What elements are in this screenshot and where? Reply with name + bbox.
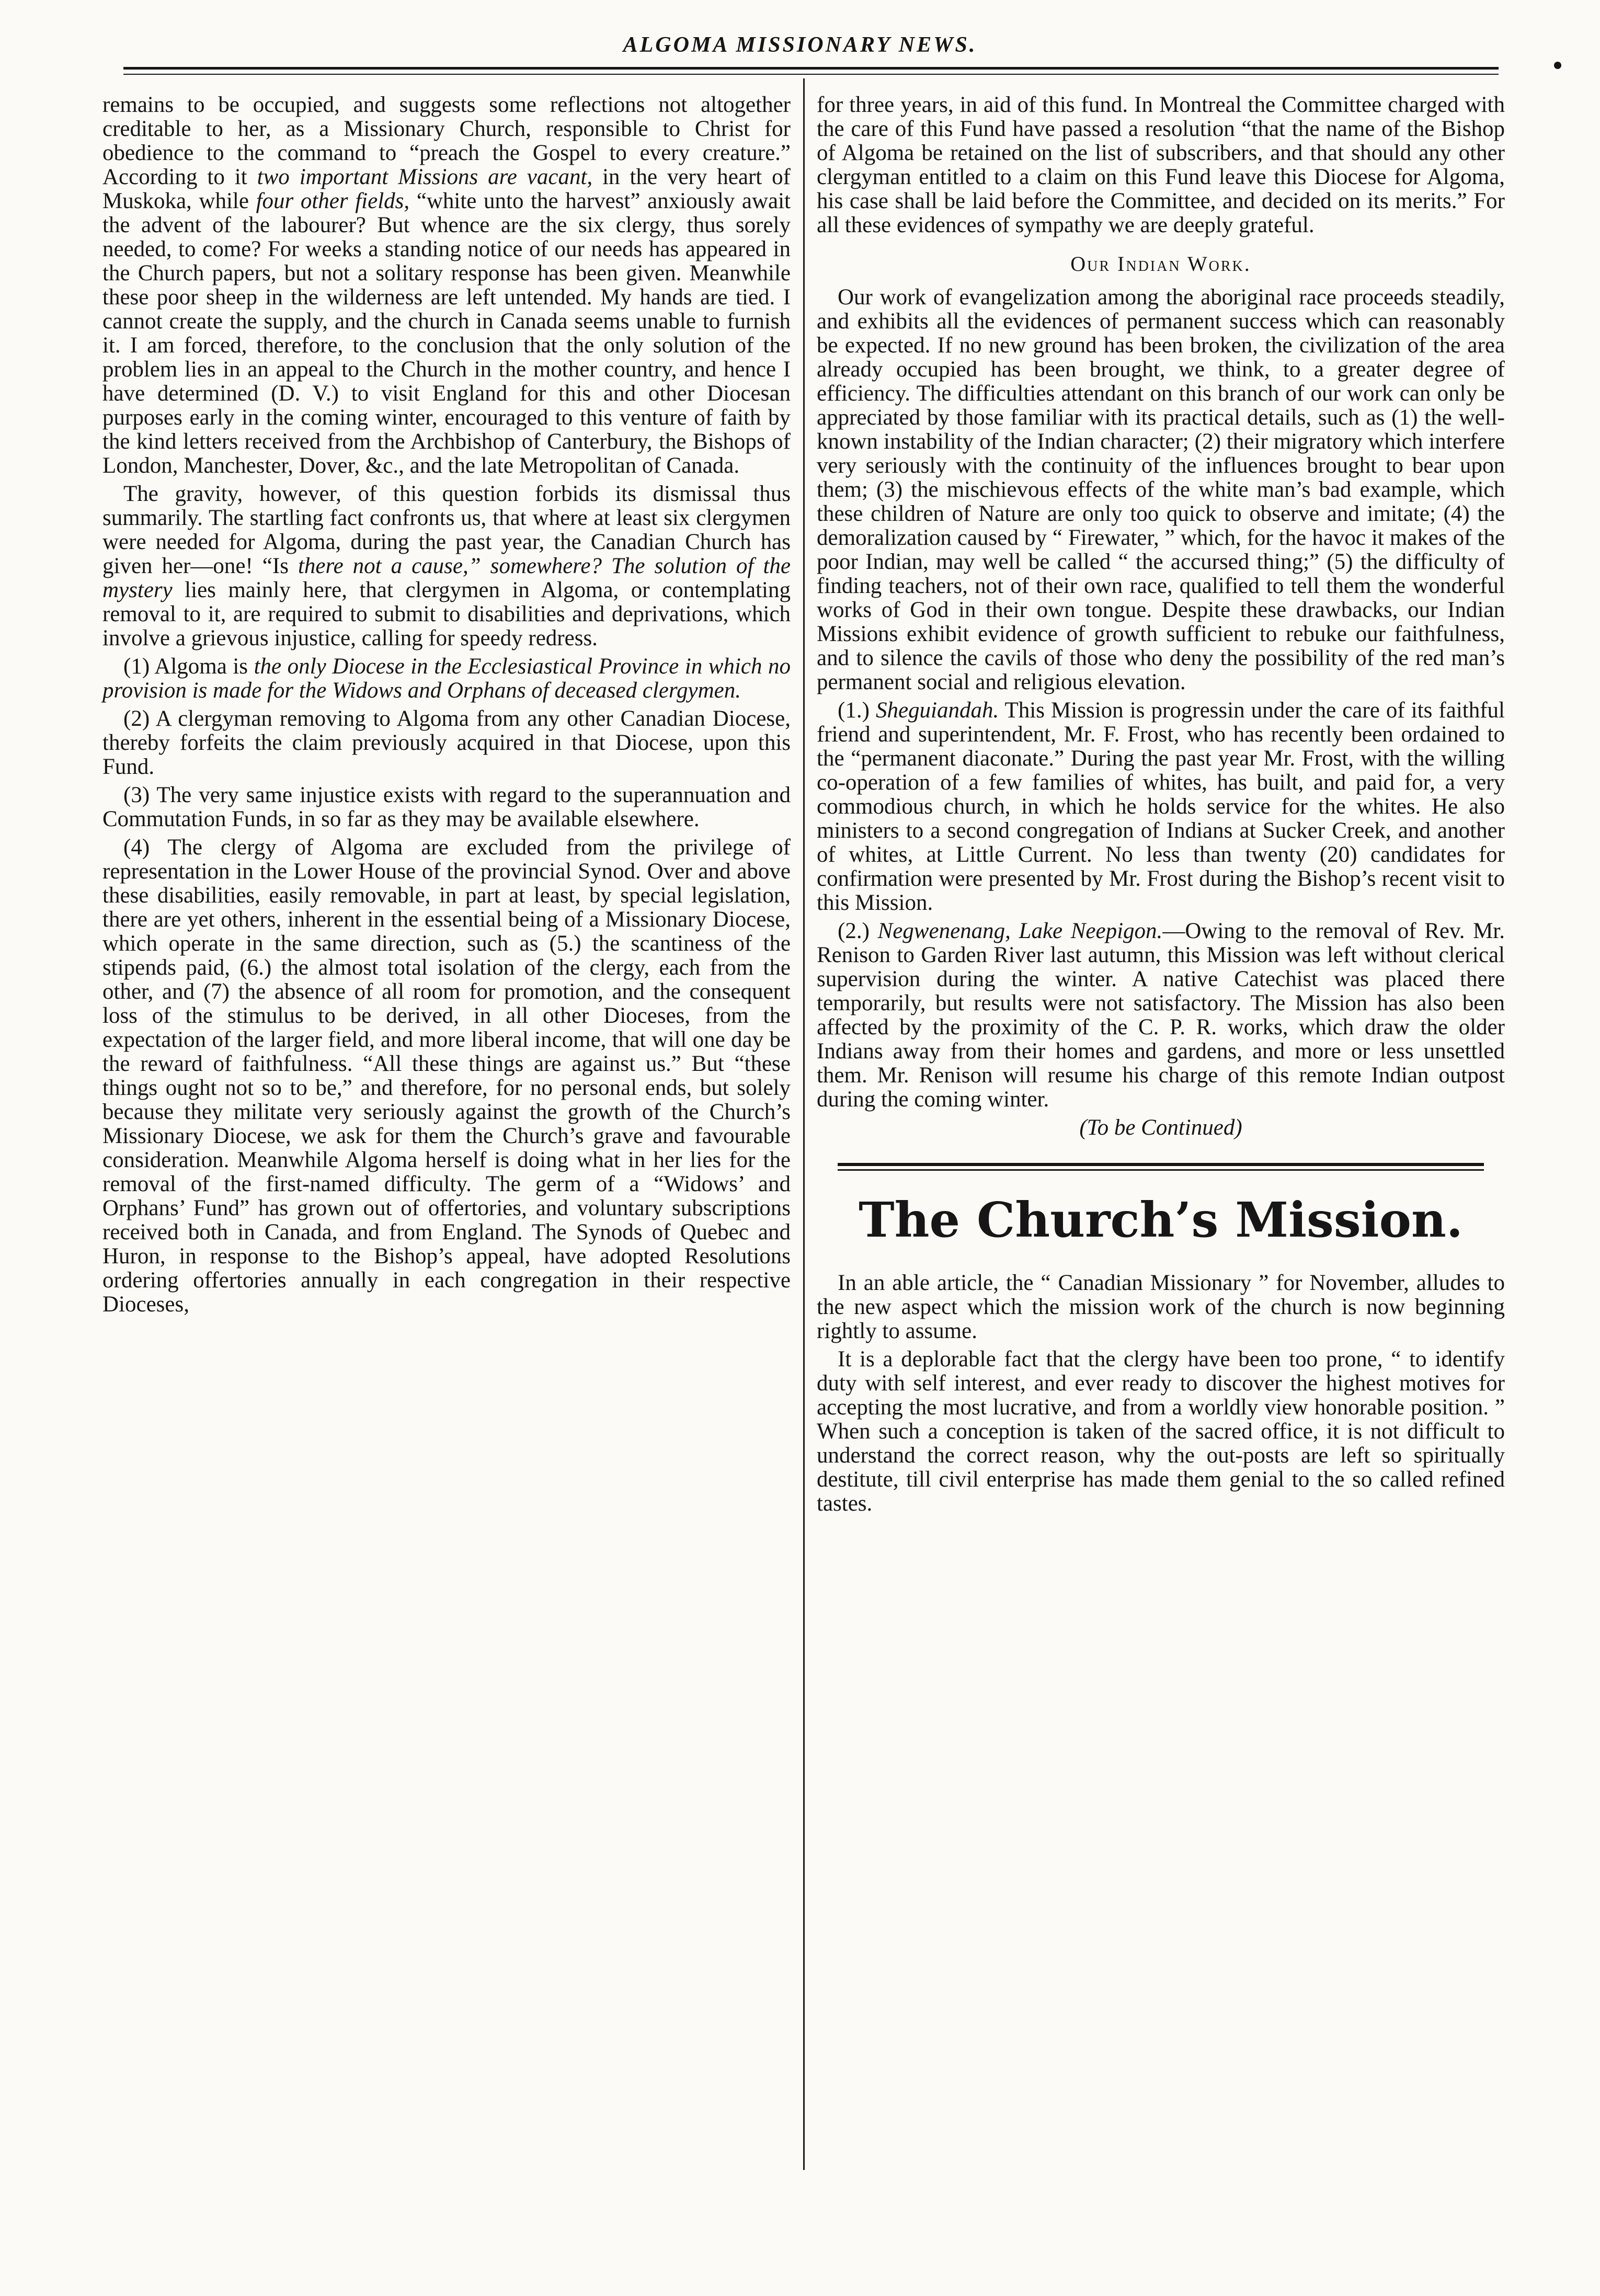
right-paragraph-3: (1.) Sheguiandah. This Mission is progressin under the care of its faithful friend and superintendent, Mr. F. Frost, who has recently been ordained to the “permanent diaconate.” During the past year Mr. Frost, with the willing co-operation of a few families of whites, has built, and paid for, a very commodious church, in which he holds service for the whites. He also ministers to a second congregation of Indians at Sucker Creek, and another of whites, at Little Current. No less than twenty (20) candidates for confirmation were presented by Mr. Frost during the Bishop’s recent visit to this Mission. [817,698,1505,915]
right-paragraph-2: Our work of evangelization among the aboriginal race proceeds steadily, and exhibits all the evidences of permanent success which can reasonably be expected. If no new ground has been broken, the civilization of the area already occupied has been brought, we think, to a greater degree of efficiency. The difficulties attendant on this branch of our work can only be appreciated by those familiar with its practical details, such as (1) the well-known instability of the Indian character; (2) their migratory which interfere very seriously with the continuity of the influences brought to bear upon them; (3) the mischievous effects of the white man’s bad example, which these children of Nature are only too quick to observe and imitate; (4) the demoralization caused by “ Firewater, ” which, for the havoc it makes of the poor Indian, may well be called “ the accursed thing;” (5) the difficulty of finding teachers, not of their own race, qualified to tell them the wonderful works of God in their own tongue. Despite these drawbacks, our Indian Missions exhibit evidence of growth sufficient to rebuke our faithfulness, and to silence the cavils of those who deny the possibility of the red man’s permanent social and religious elevation. [817,285,1505,694]
column-divider [803,78,805,2170]
left-paragraph-1: remains to be occupied, and suggests some reflections not altogether creditable to her, as a Missionary Church, responsible to Christ for obedience to the command to “preach the Gospel to every creature.” According to it two important Missions are vacant, in the very heart of Muskoka, while four other fields, “white unto the harvest” anxiously await the advent of the labourer? But whence are the six clergy, thus sorely needed, to come? For weeks a standing notice of our needs has appeared in the Church papers, but not a solitary response has been given. Meanwhile these poor sheep in the wilderness are left untended. My hands are tied. I cannot create the supply, and the church in Canada seems unable to furnish it. I am forced, therefore, to the conclusion that the only solution of the problem lies in an appeal to the Church in the mother country, and hence I have determined (D. V.) to visit England for this and other Diocesan purposes early in the coming winter, encouraged to this venture of faith by the kind letters received from the Archbishop of Canterbury, the Bishops of London, Manchester, Dover, &c., and the late Metropolitan of Canada. [102,93,791,478]
article-title: The Church’s Mission. [859,1192,1463,1248]
right-paragraph-5: In an able article, the “ Canadian Missionary ” for November, alludes to the new aspect which the mission work of the church is now beginning rightly to assume. [817,1271,1505,1343]
article-separator-rule [817,1163,1505,1171]
left-paragraph-3: (1) Algoma is the only Diocese in the Ecclesiastical Province in which no provision is made for the Widows and Orphans of deceased clergymen. [102,654,791,703]
left-paragraph-6: (4) The clergy of Algoma are excluded from the privilege of representation in the Lower House of the provincial Synod. Over and above these disabilities, easily removable, in part at least, by special legislation, there are yet others, inherent in the essential being of a Missionary Diocese, which operate in the same direction, such as (5.) the scantiness of the stipends paid, (6.) the almost total isolation of the clergy, each from the other, and (7) the absence of all room for promotion, and the consequent loss of the stimulus to be derived, in all other Dioceses, from the expectation of the larger field, and more liberal income, that will one day be the reward of faithfulness. “All these things are against us.” But “these things ought not so to be,” and therefore, for no personal ends, but solely because they militate very seriously against the growth of the Church’s Missionary Diocese, we ask for them the Church’s grave and favourable consideration. Meanwhile Algoma herself is doing what in her lies for the removal of the first-named difficulty. The germ of a “Widows’ and Orphans’ Fund” has grown out of offertories, and voluntary subscriptions received both in Canada, and from England. The Synods of Quebec and Huron, in response to the Bishop’s appeal, have adopted Resolutions ordering offertories annually in each congregation in their respective Dioceses, [102,835,791,1317]
left-paragraph-2: The gravity, however, of this question forbids its dismissal thus summarily. The startling fact confronts us, that where at least six clergymen were needed for Algoma, during the past year, the Canadian Church has given her—one! “Is there not a cause,” somewhere? The solution of the mystery lies mainly here, that clergymen in Algoma, or contemplating removal to it, are required to submit to disabilities and deprivations, which involve a grievous injustice, calling for speedy redress. [102,482,791,650]
to-be-continued: (To be Continued) [1079,1115,1242,1140]
section-heading-indian-work: Our Indian Work. [1070,252,1251,276]
header-rule-thick [123,67,1499,70]
running-title: ALGOMA MISSIONARY NEWS. [623,33,977,57]
right-column [817,93,1505,1520]
left-paragraph-5: (3) The very same injustice exists with regard to the superannuation and Commutation Funds, in so far as they may be available elsewhere. [102,783,791,831]
left-paragraph-4: (2) A clergyman removing to Algoma from any other Canadian Diocese, thereby forfeits the claim previously acquired in that Diocese, upon this Fund. [102,706,791,779]
margin-dot-mark [1554,62,1561,69]
right-paragraph-1: for three years, in aid of this fund. In Montreal the Committee charged with the care of this Fund have passed a resolution “that the name of the Bishop of Algoma be retained on the list of subscribers, and that should any other clergyman entitled to a claim on this Fund leave this Diocese for Algoma, his case shall be laid before the Committee, and decided on its merits.” For all these evidences of sympathy we are deeply grateful. [817,93,1505,237]
left-column [102,93,791,1321]
right-paragraph-6: It is a deplorable fact that the clergy have been too prone, “ to identify duty with self interest, and ever ready to discover the highest motives for accepting the most lucrative, and from a worldly view honorable position. ” When such a conception is taken of the sacred office, it is not difficult to understand the correct reason, why the out-posts are left so spiritually destitute, till civil enterprise has made them genial to the so called refined tastes. [817,1347,1505,1516]
header-rule-thin [123,74,1499,75]
right-paragraph-4: (2.) Negwenenang, Lake Neepigon.—Owing to the removal of Rev. Mr. Renison to Garden River last autumn, this Mission was left without clerical supervision during the winter. A native Catechist was placed there temporarily, but results were not satisfactory. The Mission has also been affected by the proximity of the C. P. R. works, which draw the older Indians away from their homes and gardens, and more or less unsettled them. Mr. Renison will resume his charge of this remote Indian outpost during the coming winter. [817,919,1505,1112]
